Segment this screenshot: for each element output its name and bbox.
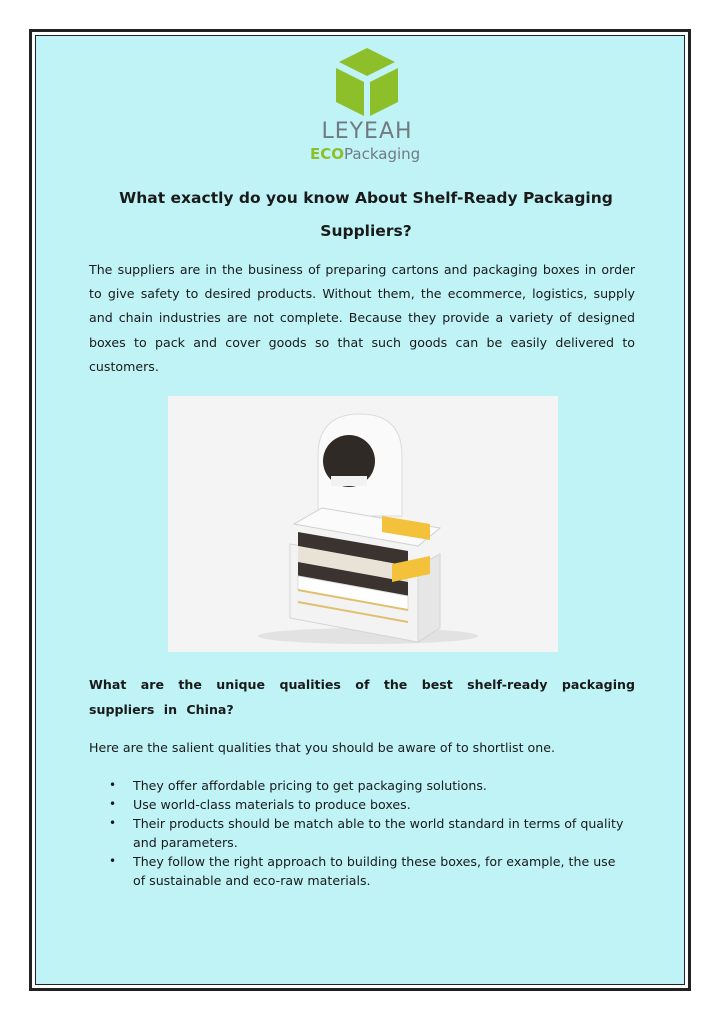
list-item-text: Use world-class materials to produce boxes. <box>133 797 411 812</box>
section-heading: What are the unique qualities of the best shelf-ready packaging suppliers in China? <box>89 677 635 717</box>
list-intro: Here are the salient qualities that you should be aware of to shortlist one. <box>89 740 555 755</box>
list-item-text: They offer affordable pricing to get packaging solutions. <box>133 778 487 793</box>
cube-logo-icon <box>331 46 403 118</box>
logo-eco-text: ECO <box>310 145 345 163</box>
bullet-icon: • <box>109 778 117 792</box>
shelf-ready-display-box-icon <box>168 396 558 652</box>
bullet-icon: • <box>109 816 117 830</box>
list-item <box>89 795 629 814</box>
intro-paragraph: The suppliers are in the business of preparing cartons and packaging boxes in order to give safety to desired products. Without them, the ecommerce, logistics, supply and chain industries are not complete. Because they provide a variety of designed boxes to pack and cover goods so that such goods can be easily delivered to customers. <box>89 262 635 374</box>
list-item <box>89 776 629 795</box>
company-logo[interactable] <box>306 46 428 164</box>
logo-brand-name: LEYEAH <box>321 119 413 144</box>
article-title: What exactly do you know About Shelf-Ready Packaging Suppliers? <box>119 189 613 240</box>
bullet-icon: • <box>109 854 117 868</box>
logo-packaging-text: Packaging <box>344 145 421 163</box>
list-item-text: Their products should be match able to the world standard in terms of quality and parameters. <box>133 816 624 850</box>
list-item <box>89 814 629 852</box>
list-item-text: They follow the right approach to building these boxes, for example, the use of sustainable and eco-raw materials. <box>133 854 616 888</box>
qualities-list <box>89 776 629 890</box>
product-photo <box>168 396 558 652</box>
logo-tagline <box>310 145 420 163</box>
page-border <box>29 29 691 991</box>
bullet-icon: • <box>109 797 117 811</box>
list-item <box>89 852 629 890</box>
document-page <box>35 35 685 985</box>
